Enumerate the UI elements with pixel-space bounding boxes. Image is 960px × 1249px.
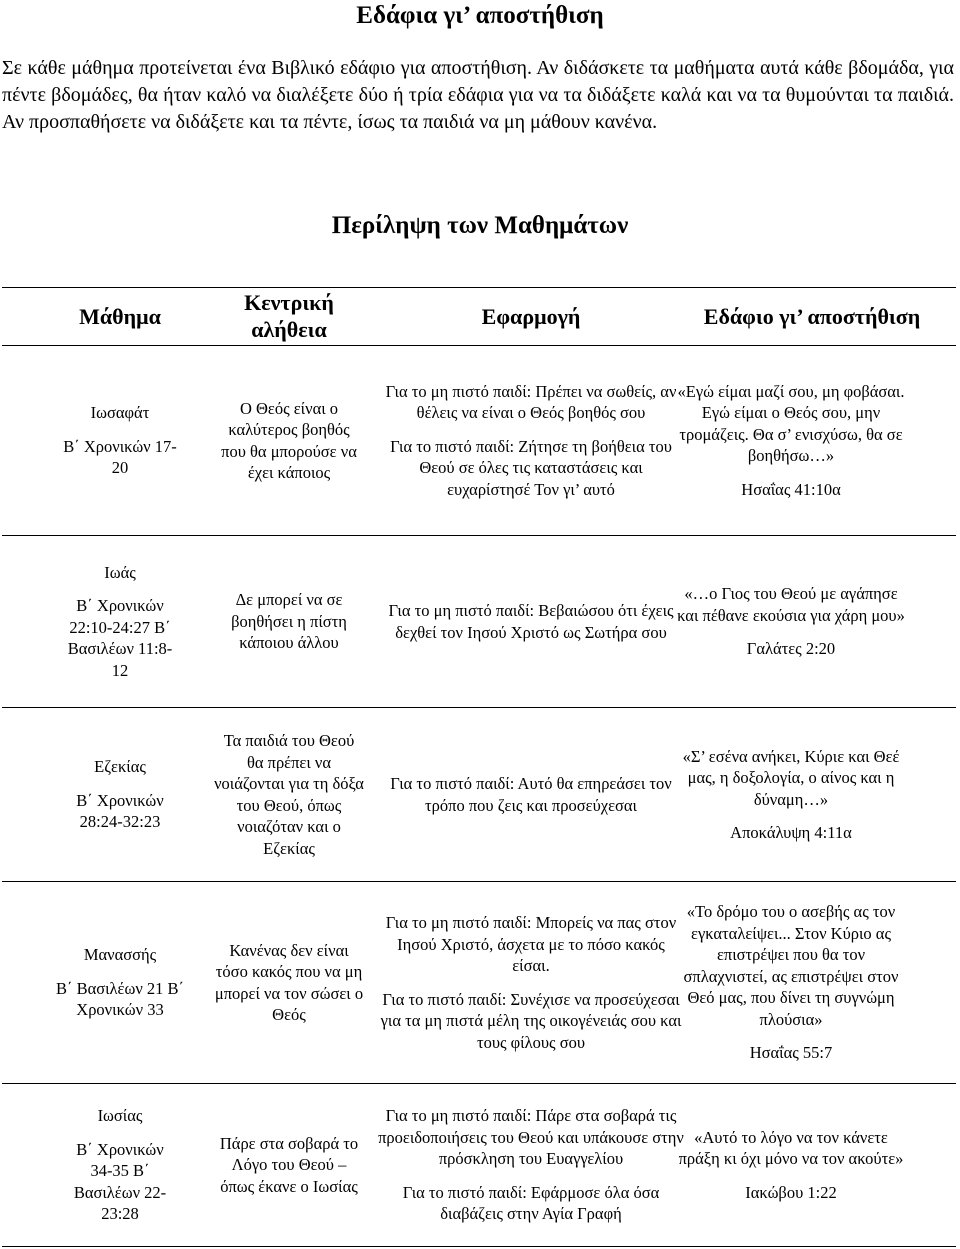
lesson-reference: Β΄ Χρονικών 22:10-24:27 Β΄ Βασιλέων 11:8-12 — [67, 596, 173, 680]
header-central-truth: Κεντρική αλήθεια — [244, 290, 334, 342]
central-truth-text: Δε μπορεί να σε βοηθήσει η πίστη κάποιου άλλου — [231, 590, 347, 653]
application-believer: Για το πιστό παιδί: Συνέχισε να προσεύχεσαι για τα μη πιστά μέλη της οικογένειάς σου και τους φίλους σου — [380, 989, 682, 1052]
central-truth-text: Ο Θεός είναι ο καλύτερος βοηθός που θα μπορούσε να έχει κάποιος — [221, 398, 357, 482]
memory-verse-text: «Σ’ εσένα ανήκει, Κύριε και Θεέ μας, η δοξολογία, ο αίνος και η δύναμη…» — [682, 746, 900, 809]
application-cell — [378, 536, 684, 707]
lesson-name: Εζεκίας — [94, 757, 146, 777]
memory-verse-reference: Ησαΐας 41:10α — [741, 479, 841, 499]
central-truth-cell — [214, 536, 364, 707]
application-unbeliever: Για το μη πιστό παιδί: Πρέπει να σωθείς, αν θέλεις να είναι ο Θεός βοηθός σου — [385, 381, 677, 423]
lesson-reference: Β΄ Χρονικών 34-35 Β΄ Βασιλέων 22-23:28 — [73, 1139, 167, 1224]
lesson-cell — [0, 346, 240, 535]
application-unbeliever: Για το μη πιστό παιδί: Πάρε στα σοβαρά τις προειδοποιήσεις του Θεού και υπάκουσε στην πρόσκληση του Ευαγγελίου — [378, 1106, 684, 1169]
lesson-reference: Β΄ Χρονικών 17-20 — [63, 436, 177, 478]
memory-verse-reference: Αποκάλυψη 4:11α — [730, 823, 852, 842]
application-believer: Για το πιστό παιδί: Ζήτησε τη βοήθεια του Θεού σε όλες τις καταστάσεις και ευχαρίστησέ Τον γι’ αυτό — [390, 436, 672, 499]
header-memory-verse: Εδάφιο γι’ αποστήθιση — [703, 303, 921, 329]
central-truth-cell — [214, 882, 364, 1083]
central-truth-text: Πάρε στα σοβαρά το Λόγο του Θεού – όπως έκανε ο Ιωσίας — [219, 1133, 359, 1196]
header-application: Εφαρμογή — [481, 303, 581, 329]
table-border-bottom — [2, 1246, 956, 1247]
header-lesson: Μάθημα — [79, 303, 161, 329]
memory-verse-cell — [664, 346, 918, 535]
memory-verse-reference: Γαλάτες 2:20 — [746, 639, 836, 659]
memory-verse-text: «Αυτό το λόγο να τον κάνετε πράξη κι όχι μόνο να τον ακούτε» — [678, 1127, 904, 1169]
memory-verse-reference: Ιακώβου 1:22 — [745, 1182, 837, 1202]
lesson-name: Ιωσίας — [97, 1106, 143, 1126]
lesson-reference: Β΄ Χρονικών 28:24-32:23 — [76, 790, 164, 832]
application-cell — [378, 1084, 684, 1246]
lesson-cell — [0, 1084, 240, 1246]
memory-verse-cell — [664, 536, 918, 707]
document-title: Εδάφια γι’ αποστήθιση — [356, 2, 604, 29]
memory-verse-text: «Εγώ είμαι μαζί σου, μη φοβάσαι. Εγώ είμαι ο Θεός σου, μην τρομάζεις. Θα σ’ ενισχύσω, θα σε βοηθήσω…» — [677, 381, 905, 466]
table-border-top — [2, 287, 956, 288]
memory-verse-text: «Το δρόμο του ο ασεβής ας τον εγκαταλείψει... Στον Κύριο ας επιστρέψει που θα τον σπλαχνιστεί, ας επιστρέψει στον Θεό μας, που δίνει τη συγνώμη πλούσια» — [683, 902, 899, 1029]
summary-heading: Περίληψη των Μαθημάτων — [331, 212, 629, 239]
memory-verse-text: «…ο Γιος του Θεού με αγάπησε και πέθανε εκούσια για χάρη μου» — [677, 584, 905, 625]
application-believer: Για το πιστό παιδί: Αυτό θα επηρεάσει τον τρόπο που ζεις και προσεύχεσαι — [390, 774, 672, 815]
central-truth-cell — [214, 708, 364, 881]
memory-verse-cell — [664, 882, 918, 1083]
lesson-name: Μανασσής — [83, 945, 157, 965]
application-believer: Για το πιστό παιδί: Εφάρμοσε όλα όσα διαβάζεις στην Αγία Γραφή — [402, 1182, 660, 1224]
lesson-cell — [0, 536, 240, 707]
application-unbeliever: Για το μη πιστό παιδί: Μπορείς να πας στον Ιησού Χριστό, άσχετα με το πόσο κακός είσαι. — [385, 913, 677, 975]
memory-verse-cell — [664, 708, 918, 881]
lesson-reference: Β΄ Βασιλέων 21 Β΄ Χρονικών 33 — [55, 978, 185, 1020]
lesson-cell — [0, 882, 240, 1083]
memory-verse-reference: Ησαΐας 55:7 — [749, 1043, 833, 1063]
application-cell — [378, 346, 684, 535]
lesson-name: Ιωάς — [104, 562, 136, 582]
application-cell — [378, 708, 684, 881]
central-truth-cell — [214, 1084, 364, 1246]
lesson-cell — [0, 708, 240, 881]
application-unbeliever: Για το μη πιστό παιδί: Βεβαιώσου ότι έχεις δεχθεί τον Ιησού Χριστό ως Σωτήρα σου — [388, 601, 674, 642]
intro-paragraph: Σε κάθε μάθημα προτείνεται ένα Βιβλικό εδάφιο για αποστήθιση. Αν διδάσκετε τα μαθήματα αυτά κάθε βδομάδα, για πέντε βδομάδες, θα ήταν καλό να διαλέξετε δύο ή τρία εδάφια για να τα διδάξετε καλά και να τα θυμούνται τα παιδιά. Αν προσπαθήσετε να διδάξετε και τα πέντε, ίσως τα παιδιά να μη μάθουν κανένα. — [2, 57, 954, 133]
central-truth-cell — [214, 346, 364, 535]
lesson-name: Ιωσαφάτ — [90, 403, 150, 423]
application-cell — [378, 882, 684, 1083]
central-truth-text: Κανένας δεν είναι τόσο κακός που να μη μπορεί να τον σώσει ο Θεός — [214, 940, 364, 1024]
central-truth-text: Τα παιδιά του Θεού θα πρέπει να νοιάζονται για τη δόξα του Θεού, όπως νοιαζόταν και ο Εζεκίας — [214, 731, 364, 858]
memory-verse-cell — [664, 1084, 918, 1246]
